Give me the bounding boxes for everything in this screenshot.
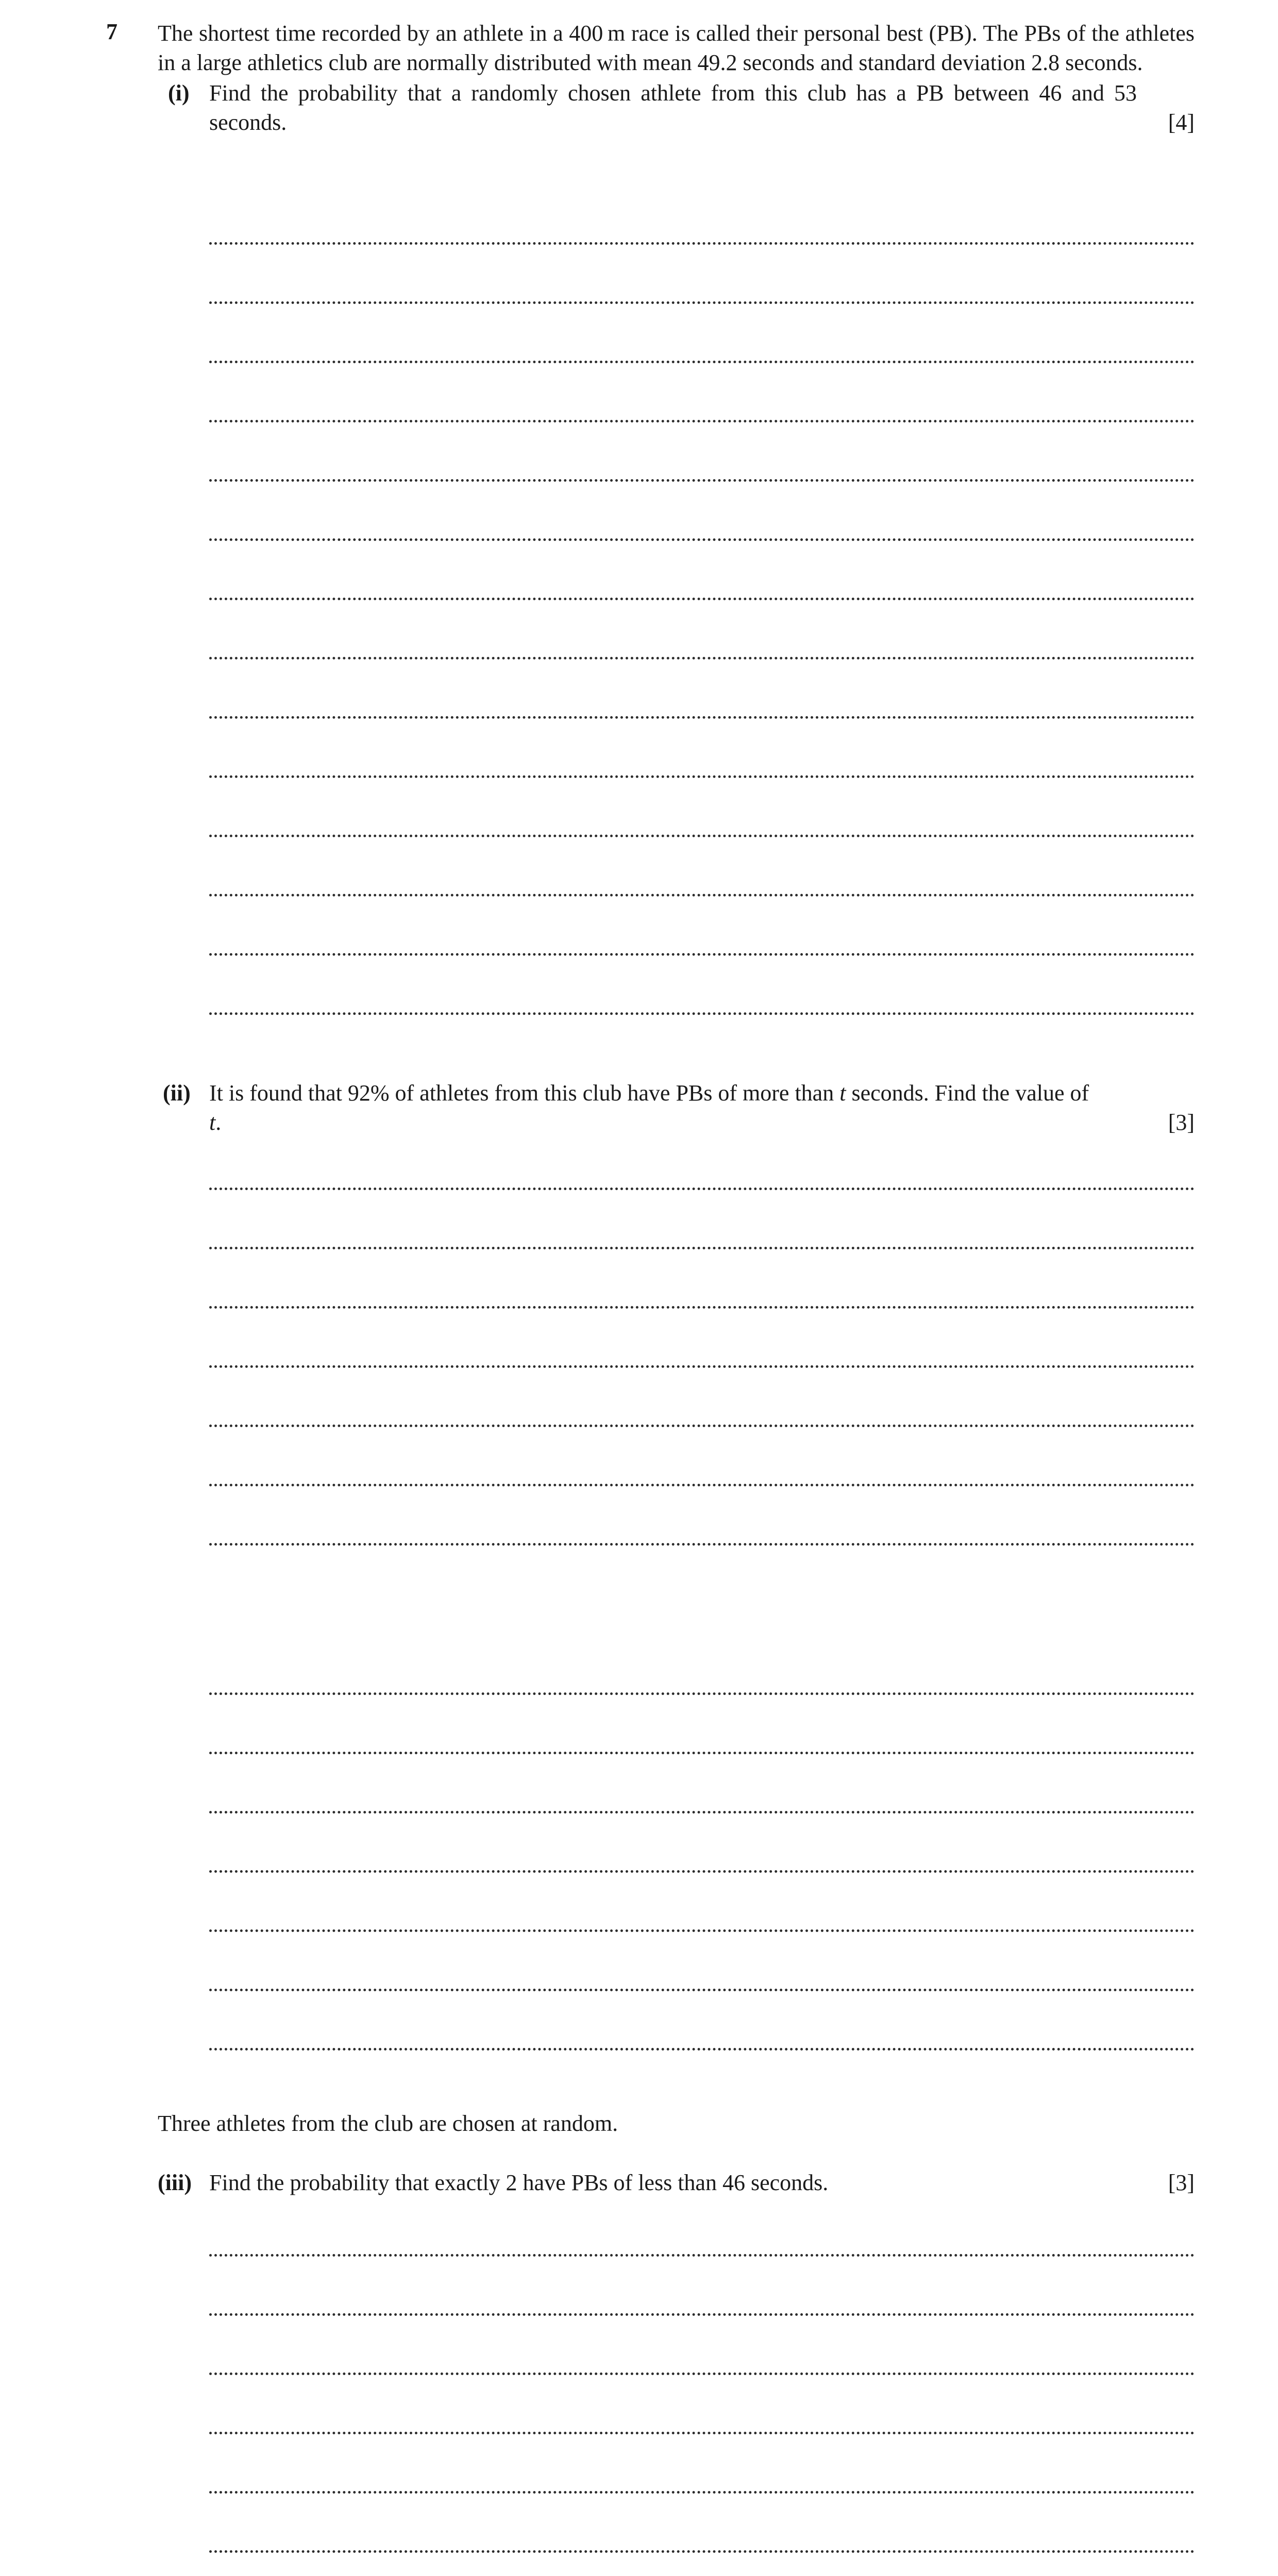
answer-line[interactable] (209, 1365, 1195, 1368)
part-ii-marks: [3] (1168, 1110, 1195, 1135)
answer-line[interactable] (209, 301, 1195, 304)
part-ii-label: (ii) (163, 1080, 191, 1106)
part-iii-text: Find the probability that exactly 2 have PBs of less than 46 seconds. (209, 2170, 829, 2195)
part-iii-marks: [3] (1168, 2170, 1195, 2195)
part-i-label: (i) (168, 80, 190, 106)
question-stem: The shortest time recorded by an athlete in a 400 m race is called their personal best (PB). The PBs of the athletes in a large athletics club are normally distributed with mean 49.2 seconds and standard deviation 2.8 seconds. (158, 21, 1195, 75)
answer-line[interactable] (209, 1425, 1195, 1427)
answer-line[interactable] (209, 479, 1195, 482)
answer-line[interactable] (209, 1692, 1195, 1695)
answer-line[interactable] (209, 1188, 1195, 1190)
answer-line[interactable] (209, 1989, 1195, 1991)
answer-line[interactable] (209, 657, 1195, 659)
answer-line[interactable] (209, 1247, 1195, 1249)
answer-line[interactable] (209, 1870, 1195, 1873)
part-iii-intro: Three athletes from the club are chosen at random. (158, 2111, 618, 2136)
part-i-marks: [4] (1168, 110, 1195, 135)
answer-line[interactable] (209, 2550, 1195, 2553)
part-iii-label: (iii) (158, 2170, 192, 2195)
answer-line[interactable] (209, 420, 1195, 422)
part-ii-text: It is found that 92% of athletes from this club have PBs of more than t seconds. Find the value of t. (209, 1080, 1089, 1135)
answer-line[interactable] (209, 953, 1195, 956)
answer-line[interactable] (209, 2254, 1195, 2257)
answer-line[interactable] (209, 2313, 1195, 2316)
answer-line[interactable] (209, 1306, 1195, 1309)
answer-line[interactable] (209, 598, 1195, 600)
answer-line[interactable] (209, 1752, 1195, 1754)
answer-line[interactable] (209, 361, 1195, 363)
answer-line[interactable] (209, 2048, 1195, 2050)
answer-line[interactable] (209, 242, 1195, 245)
answer-line[interactable] (209, 538, 1195, 541)
answer-line[interactable] (209, 1012, 1195, 1015)
question-number: 7 (106, 19, 117, 44)
answer-line[interactable] (209, 835, 1195, 837)
answer-line[interactable] (209, 775, 1195, 778)
answer-line[interactable] (209, 1811, 1195, 1814)
answer-line[interactable] (209, 1484, 1195, 1486)
answer-line[interactable] (209, 894, 1195, 896)
answer-line[interactable] (209, 2372, 1195, 2375)
answer-line[interactable] (209, 2432, 1195, 2434)
answer-line[interactable] (209, 716, 1195, 719)
part-i-text: Find the probability that a randomly chosen athlete from this club has a PB between 46 and 53 seconds. (209, 80, 1137, 135)
answer-line[interactable] (209, 1929, 1195, 1932)
answer-line[interactable] (209, 1543, 1195, 1546)
answer-line[interactable] (209, 2491, 1195, 2494)
